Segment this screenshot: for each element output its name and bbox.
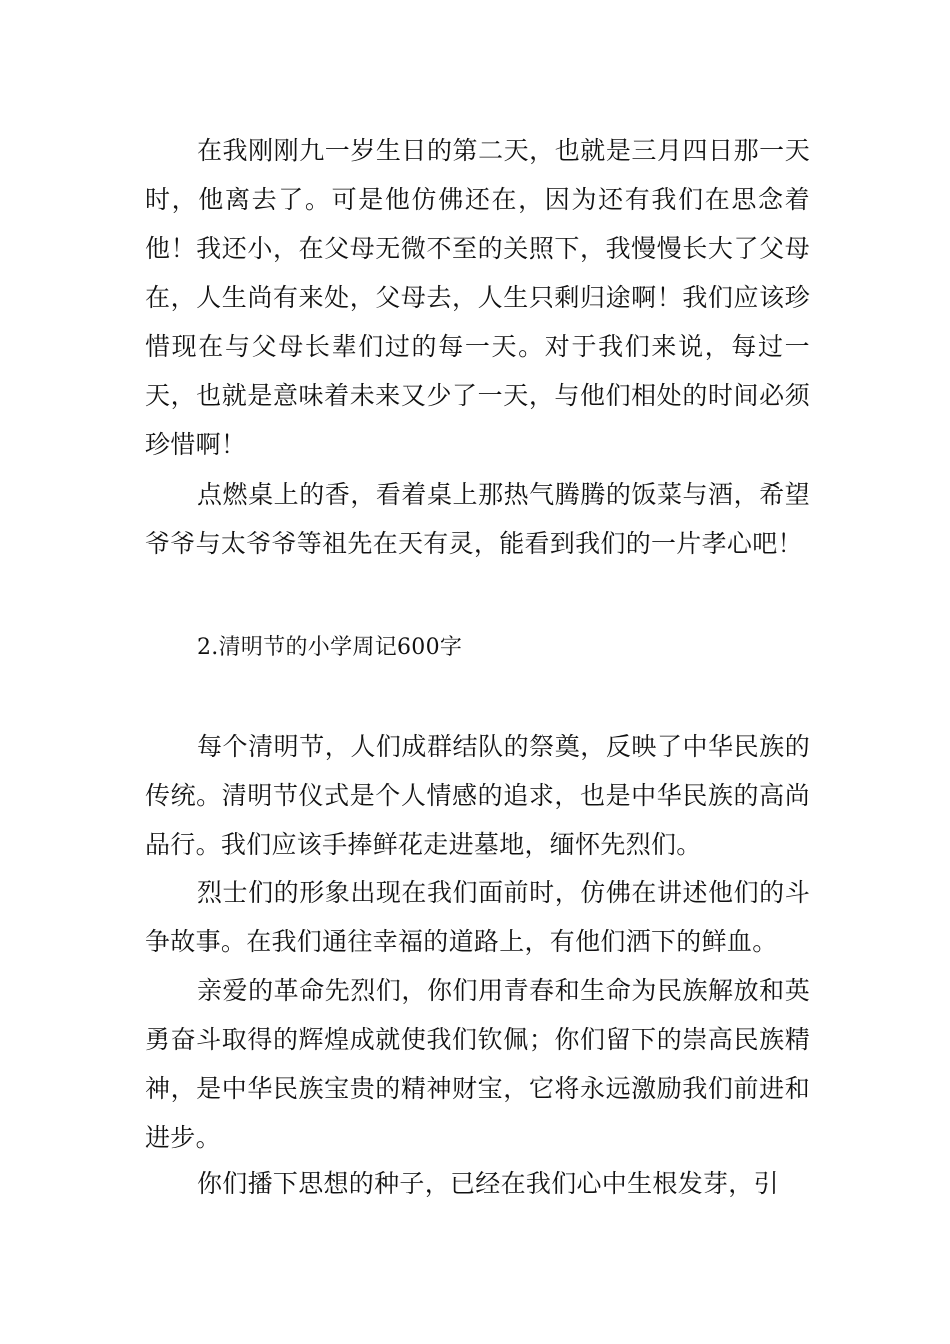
section-heading: 2.清明节的小学周记600字 xyxy=(197,635,463,660)
paragraph: 在我刚刚九一岁生日的第二天，也就是三月四日那一天时，他离去了。可是他仿佛还在，因为还有我们在思念着他！我还小，在父母无微不至的关照下，我慢慢长大了父母在，人生尚有来处，父母去，人生只剩归途啊！我们应该珍惜现在与父母长辈们过的每一天。对于我们来说，每过一天，也就是意味着未来又少了一天，与他们相处的时间必须珍惜啊！ xyxy=(145,136,810,459)
paragraph: 每个清明节，人们成群结队的祭奠，反映了中华民族的传统。清明节仪式是个人情感的追求，也是中华民族的高尚品行。我们应该手捧鲜花走进墓地，缅怀先烈们。 xyxy=(145,732,810,859)
paragraph: 你们播下思想的种子，已经在我们心中生根发芽，引 xyxy=(197,1169,779,1198)
paragraph: 烈士们的形象出现在我们面前时，仿佛在讲述他们的斗争故事。在我们通往幸福的道路上，有他们洒下的鲜血。 xyxy=(145,878,810,956)
paragraph: 亲爱的革命先烈们，你们用青春和生命为民族解放和英勇奋斗取得的辉煌成就使我们钦佩；你们留下的崇高民族精神，是中华民族宝贵的精神财宝，它将永远激励我们前进和进步。 xyxy=(145,976,810,1152)
paragraph: 点燃桌上的香，看着桌上那热气腾腾的饭菜与酒，希望爷爷与太爷爷等祖先在天有灵，能看到我们的一片孝心吧！ xyxy=(145,480,810,558)
